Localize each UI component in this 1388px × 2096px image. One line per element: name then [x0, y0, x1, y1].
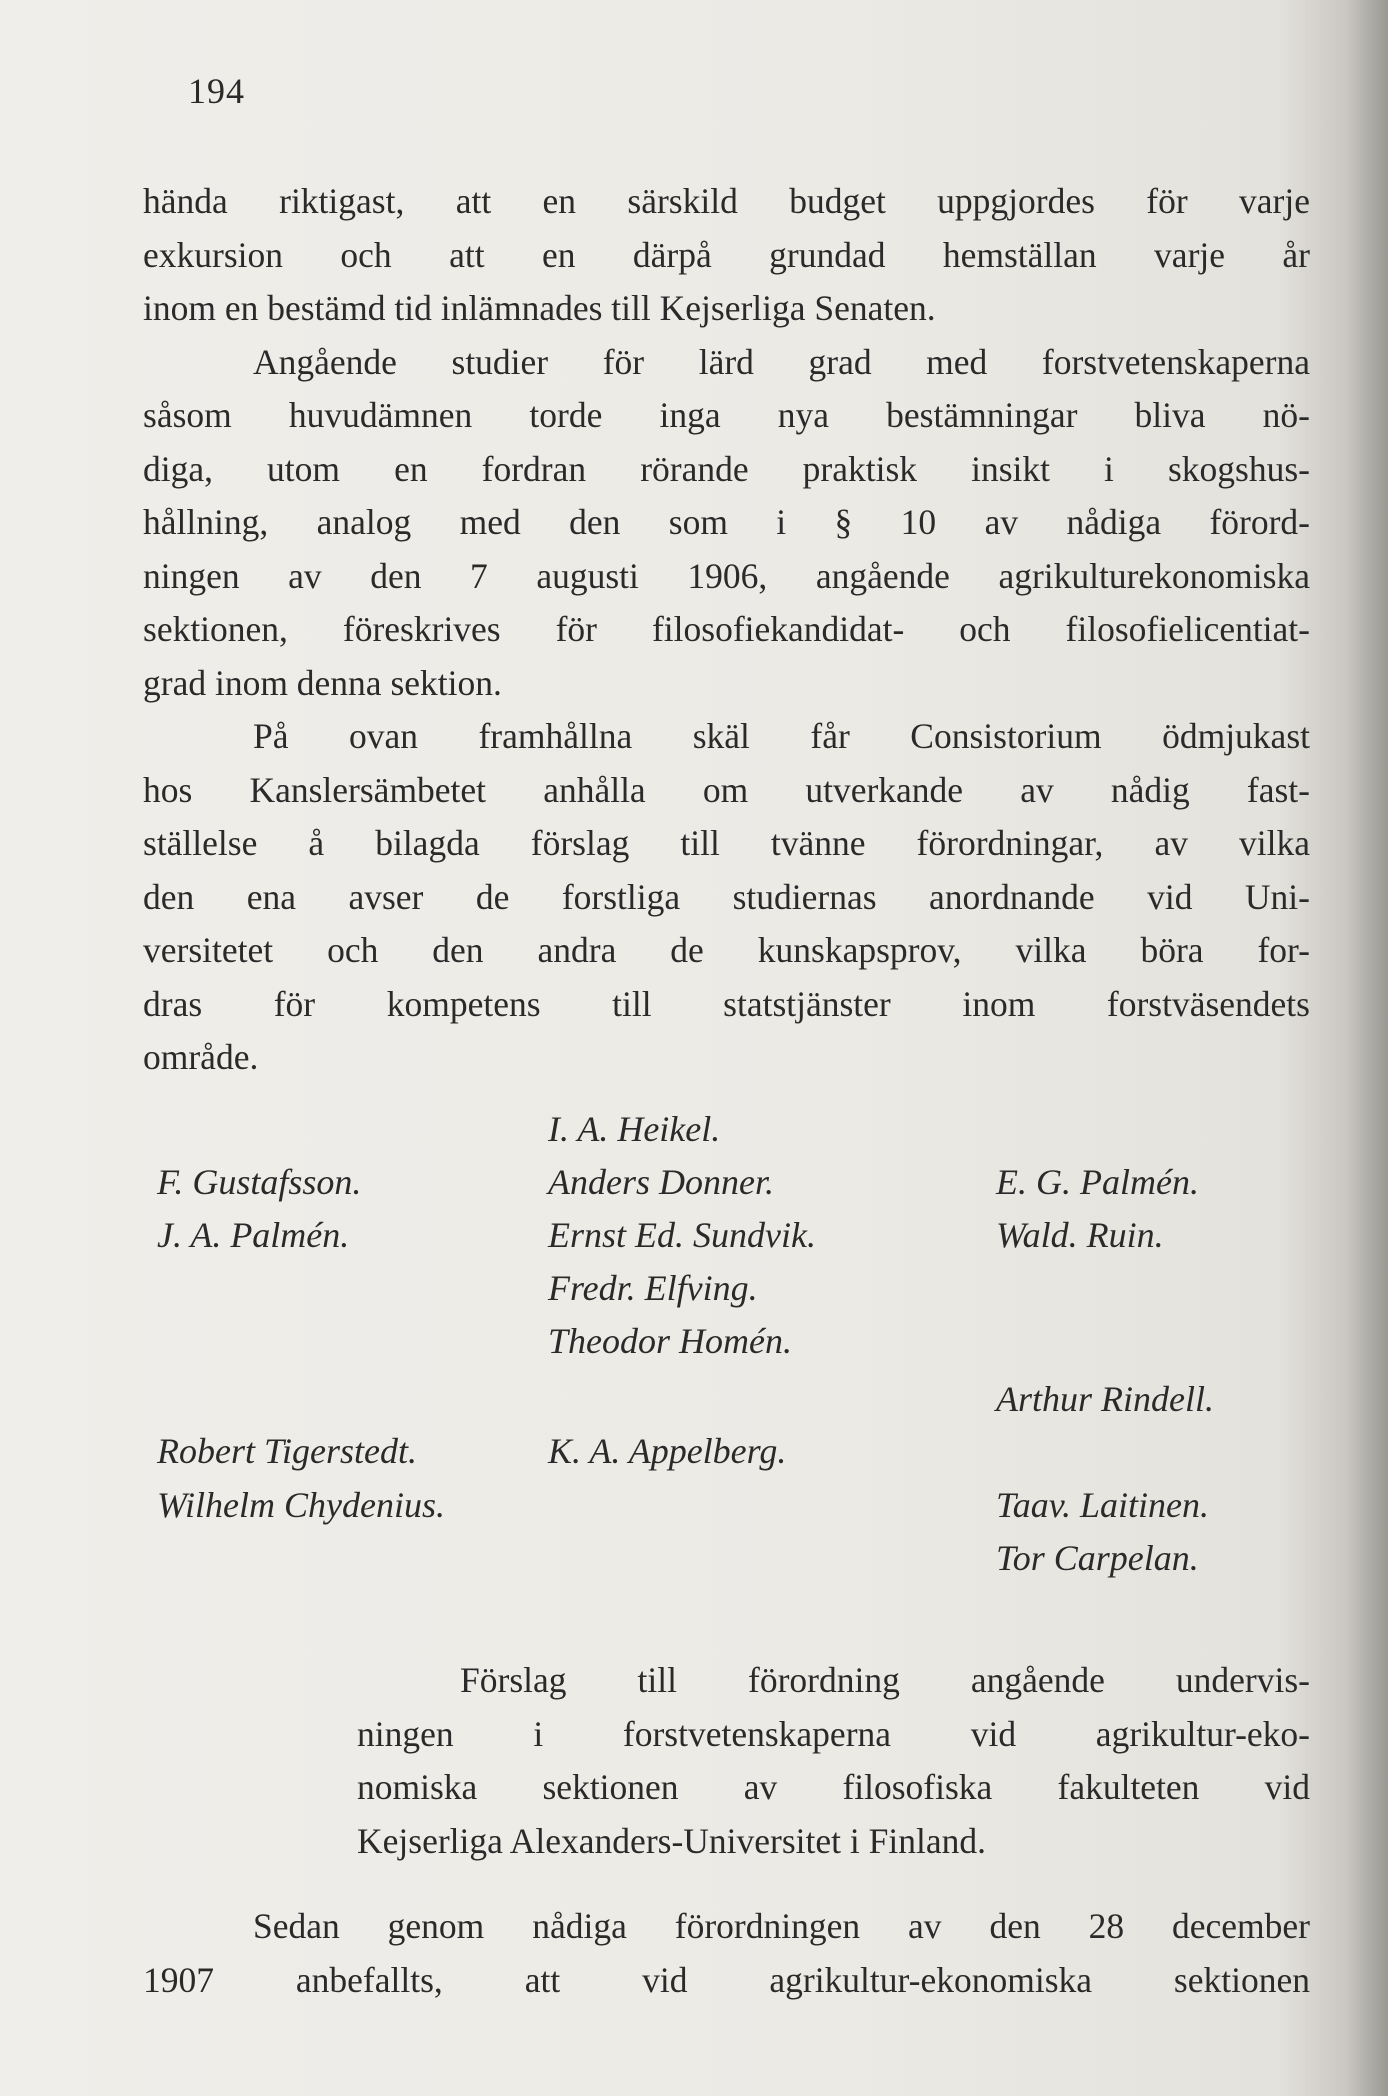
text-line: område.: [143, 1037, 259, 1077]
heading-line: Kejserliga Alexanders-Universitet i Finland.: [357, 1820, 986, 1861]
signature: Wilhelm Chydenius.: [157, 1485, 445, 1525]
signature: I. A. Heikel.: [548, 1109, 721, 1149]
signature: J. A. Palmén.: [157, 1215, 350, 1255]
text-line: inom en bestämd tid inlämnades till Kejserliga Senaten.: [143, 288, 936, 328]
signature: Wald. Ruin.: [996, 1215, 1164, 1255]
signature: Robert Tigerstedt.: [157, 1431, 417, 1471]
text-line: exkursion och att en därpå grundad hemställan varje år: [143, 234, 1310, 275]
signature: F. Gustafsson.: [157, 1162, 362, 1202]
text-line: dras för kompetens till statstjänster inom forstväsendets: [143, 983, 1310, 1024]
text-line: hållning, analog med den som i § 10 av nådiga förord-: [143, 502, 1310, 542]
signature: Taav. Laitinen.: [996, 1485, 1210, 1525]
text-line: Sedan genom nådiga förordningen av den 28 december: [253, 1906, 1310, 1946]
text-line: På ovan framhållna skäl får Consistorium ödmjukast: [253, 716, 1310, 756]
signature: E. G. Palmén.: [996, 1162, 1199, 1202]
page-number: 194: [188, 71, 245, 111]
signature: Theodor Homén.: [548, 1321, 792, 1361]
signature: Fredr. Elfving.: [548, 1268, 758, 1308]
text-line: såsom huvudämnen torde inga nya bestämningar bliva nö-: [143, 395, 1310, 435]
text-line: Angående studier för lärd grad med forstvetenskaperna: [253, 341, 1310, 382]
text-line: ställelse å bilagda förslag till tvänne förordningar, av vilka: [143, 823, 1310, 863]
text-line: grad inom denna sektion.: [143, 662, 502, 703]
text-line: hända riktigast, att en särskild budget uppgjordes för varje: [143, 181, 1310, 221]
body-text-final: [143, 1900, 1310, 2007]
heading-line: nomiska sektionen av filosofiska fakulteten vid: [357, 1767, 1310, 1807]
signature: Ernst Ed. Sundvik.: [548, 1215, 816, 1255]
signature: K. A. Appelberg.: [548, 1431, 787, 1471]
text-line: diga, utom en fordran rörande praktisk insikt i skogshus-: [143, 448, 1310, 489]
section-heading: [357, 1654, 1310, 1868]
heading-line: Förslag till förordning angående undervis-: [460, 1660, 1310, 1700]
text-line: 1907 anbefallts, att vid agrikultur-ekonomiska sektionen: [143, 1959, 1310, 2000]
text-line: den ena avser de forstliga studiernas anordnande vid Uni-: [143, 876, 1310, 917]
text-line: versitetet och den andra de kunskapsprov, vilka böra for-: [143, 930, 1310, 970]
text-line: ningen av den 7 augusti 1906, angående agrikulturekonomiska: [143, 555, 1310, 596]
text-line: hos Kanslersämbetet anhålla om utverkande av nådig fast-: [143, 769, 1310, 810]
signature: Tor Carpelan.: [996, 1538, 1199, 1578]
signature: Anders Donner.: [548, 1162, 774, 1202]
heading-line: ningen i forstvetenskaperna vid agrikultur-eko-: [357, 1713, 1310, 1754]
signature: Arthur Rindell.: [996, 1379, 1214, 1419]
text-line: sektionen, föreskrives för filosofiekandidat- och filosofielicentiat-: [143, 609, 1310, 649]
